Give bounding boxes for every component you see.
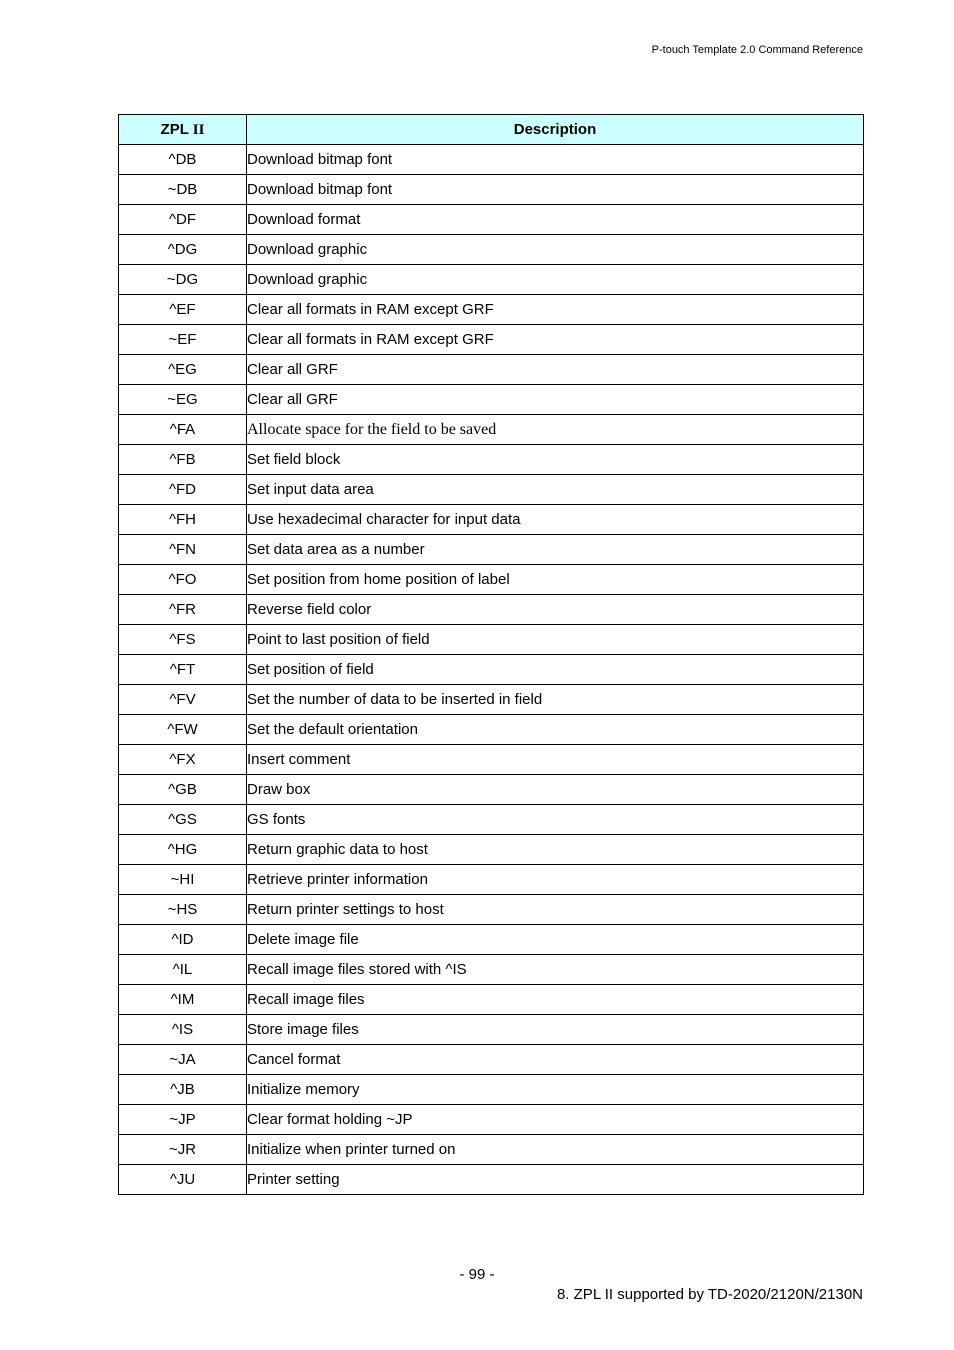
table-header-row [119,115,864,145]
description-cell: Use hexadecimal character for input data [247,505,864,535]
table-row [119,355,864,385]
command-cell: ^EF [119,295,247,325]
description-cell: Insert comment [247,745,864,775]
description-cell: Set position of field [247,655,864,685]
command-cell: ^JB [119,1075,247,1105]
column-header-description: Description [247,115,864,145]
description-cell: Recall image files stored with ^IS [247,955,864,985]
table-row [119,835,864,865]
table-row [119,955,864,985]
table-row [119,145,864,175]
document-header-title: P-touch Template 2.0 Command Reference [651,44,863,56]
description-cell: Delete image file [247,925,864,955]
table-row [119,1165,864,1195]
description-cell: Clear all GRF [247,385,864,415]
command-cell: ^FA [119,415,247,445]
table-row [119,685,864,715]
description-cell: Cancel format [247,1045,864,1075]
description-cell: Set position from home position of label [247,565,864,595]
table-row [119,865,864,895]
description-cell: Set input data area [247,475,864,505]
table-row [119,565,864,595]
table-row [119,715,864,745]
command-cell: ~JP [119,1105,247,1135]
table-row [119,625,864,655]
command-cell: ^GS [119,805,247,835]
table-row [119,415,864,445]
table-row [119,265,864,295]
description-cell: Download format [247,205,864,235]
command-cell: ^IS [119,1015,247,1045]
table-row [119,1045,864,1075]
command-cell: ^FX [119,745,247,775]
description-cell: GS fonts [247,805,864,835]
command-cell: ^IM [119,985,247,1015]
description-cell: Initialize when printer turned on [247,1135,864,1165]
command-cell: ^FS [119,625,247,655]
description-cell: Download bitmap font [247,175,864,205]
table-row [119,775,864,805]
footer-chapter-title: 8. ZPL II supported by TD-2020/2120N/2130N [556,1286,863,1303]
command-cell: ^FR [119,595,247,625]
table-row [119,1105,864,1135]
description-cell: Point to last position of field [247,625,864,655]
description-cell: Recall image files [247,985,864,1015]
table-row [119,1075,864,1105]
table-row [119,205,864,235]
description-cell: Set the number of data to be inserted in field [247,685,864,715]
description-cell: Return printer settings to host [247,895,864,925]
command-cell: ~DG [119,265,247,295]
command-cell: ^FO [119,565,247,595]
command-cell: ^JU [119,1165,247,1195]
command-cell: ~EG [119,385,247,415]
table-row [119,895,864,925]
command-cell: ~EF [119,325,247,355]
table-row [119,985,864,1015]
description-cell: Initialize memory [247,1075,864,1105]
description-cell: Set the default orientation [247,715,864,745]
command-cell: ^FW [119,715,247,745]
command-cell: ^FT [119,655,247,685]
page-number: - 99 - [459,1266,495,1283]
table-body [119,145,864,1195]
command-cell: ^IL [119,955,247,985]
command-cell: ~HI [119,865,247,895]
description-cell: Draw box [247,775,864,805]
table-row [119,1135,864,1165]
command-cell: ^GB [119,775,247,805]
description-cell: Store image files [247,1015,864,1045]
description-cell: Clear all formats in RAM except GRF [247,295,864,325]
description-cell: Set field block [247,445,864,475]
description-cell: Clear all formats in RAM except GRF [247,325,864,355]
command-cell: ^HG [119,835,247,865]
description-cell: Clear format holding ~JP [247,1105,864,1135]
description-cell: Return graphic data to host [247,835,864,865]
table-row [119,325,864,355]
column-header-zpl [119,115,247,145]
table-row [119,805,864,835]
table-row [119,175,864,205]
table-row [119,1015,864,1045]
table-row [119,745,864,775]
command-cell: ~DB [119,175,247,205]
description-cell: Retrieve printer information [247,865,864,895]
command-cell: ^FV [119,685,247,715]
table-row [119,385,864,415]
command-cell: ^FD [119,475,247,505]
command-cell: ^DB [119,145,247,175]
command-cell: ^FB [119,445,247,475]
description-cell: Download graphic [247,235,864,265]
command-cell: ^FH [119,505,247,535]
table-row [119,445,864,475]
description-cell: Clear all GRF [247,355,864,385]
description-cell: Download bitmap font [247,145,864,175]
table-row [119,595,864,625]
description-cell: Printer setting [247,1165,864,1195]
table-row [119,925,864,955]
table-row [119,655,864,685]
table-row [119,475,864,505]
column-header-zpl-suffix: II [192,121,205,138]
command-cell: ^ID [119,925,247,955]
command-cell: ~JR [119,1135,247,1165]
table-row [119,535,864,565]
command-cell: ~JA [119,1045,247,1075]
command-cell: ^DF [119,205,247,235]
zpl-command-table [118,114,864,1195]
table-row [119,295,864,325]
command-cell: ^EG [119,355,247,385]
command-cell: ^FN [119,535,247,565]
description-cell: Reverse field color [247,595,864,625]
column-header-zpl-prefix: ZPL [160,120,189,138]
table-row [119,235,864,265]
command-cell: ^DG [119,235,247,265]
description-cell: Set data area as a number [247,535,864,565]
table-row [119,505,864,535]
description-cell: Download graphic [247,265,864,295]
description-cell: Allocate space for the field to be saved [247,415,864,445]
command-cell: ~HS [119,895,247,925]
